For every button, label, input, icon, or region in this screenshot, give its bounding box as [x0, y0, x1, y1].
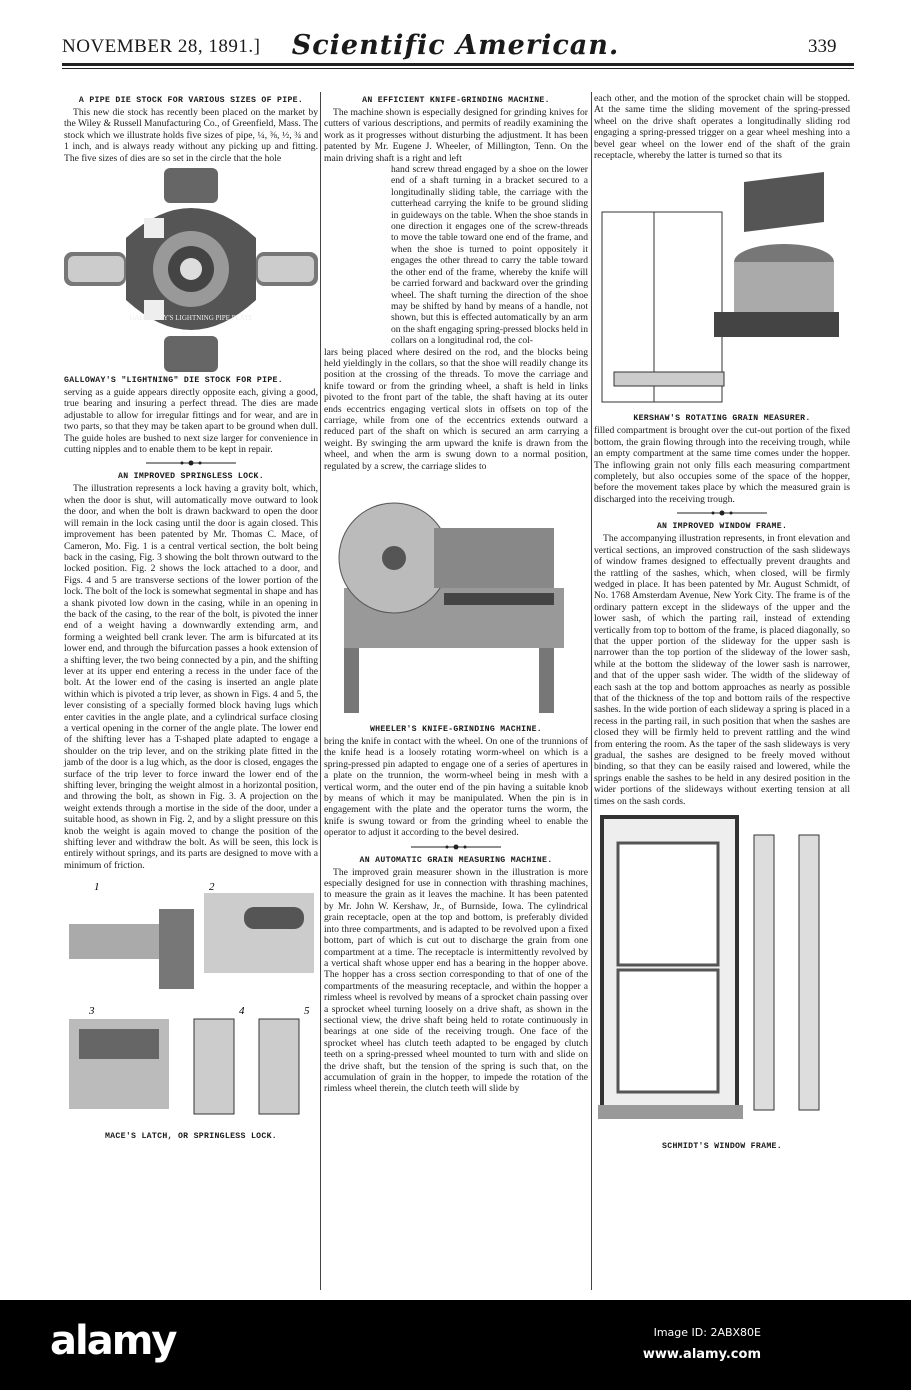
- section-separator: [594, 509, 850, 517]
- article-text: The machine shown is especially designed for grinding knives for cutters of various descriptions, and permits of readily examining the work as it progresses without disturbing the adjustment. It has been patented by Mr. Eugene J. Wheeler, of Millington, Tenn. On the main driving shaft is a right and left: [324, 107, 588, 164]
- article-text: lars being placed where desired on the rod, and the blocks being held yieldingly in the collars, so that the shoe will readily change its position at the crossing of the threads. To move the carriage and knife toward or from the grinding wheel, a shaft is held in links pivoted to the front part of the table, the shaft having at its outer ends eccentrics engaging vertical slots in offsets on top of the carriage, while from one of the eccentrics extends outward a reduced part of the shaft on which is secured an arm carrying a weight. By swinging the arm upward the knife is drawn from the wheel, and when the arm is swung down to a normal position, regulated by a screw, the carriage slides to: [324, 346, 588, 472]
- section-separator: [64, 459, 318, 467]
- fig-label: 5: [304, 1005, 310, 1018]
- article-text: bring the knife in contact with the wheel. On one of the trunnions of the knife head is a loosely rotating worm-wheel on which is a spring-pressed pin adapted to engage one of a series of apertures in a plate on the trunnion, the worm-wheel being in mesh with a vertical worm, and the outer end of the pin having a suitable knob by means of which it may be manipulated. When the pin is in engagement with the plate and the operator turns the worm, the knife is swung toward or from the grinding wheel to enable the operator to adjust it according to the bevel desired.: [324, 736, 588, 839]
- column-3: [594, 93, 850, 1153]
- article-text: filled compartment is brought over the cut-out portion of the fixed bottom, the grain flowing through into the receiving trough, while an empty compartment at the same time comes under the hopper. The inflowing grain not only fills each measuring compartment completely, but also occupies some of the space of the hopper, before the movement takes place by which the measured grain is discharged into the receiving trough.: [594, 425, 850, 505]
- article-heading-pipe-die: A PIPE DIE STOCK FOR VARIOUS SIZES OF PIPE.: [78, 96, 304, 105]
- article-heading-window-frame: AN IMPROVED WINDOW FRAME.: [656, 522, 788, 532]
- column-divider: [591, 92, 592, 1290]
- column-2: [324, 93, 588, 1095]
- article-text: This new die stock has recently been placed on the market by the Wiley & Russell Manufacturing Co., of Greenfield, Mass. The stock which we illustrate holds five sizes of pipe, ¼, ⅜, ½, ¾ and 1 inch, and is always ready without any picking up and fitting. The five sizes of dies are so set in the circle that the hole: [64, 107, 318, 164]
- page-number: 339: [808, 36, 837, 57]
- article-text: hand screw thread engaged by a shoe on the lower end of a shaft turning in a bracket secured to a longitudinally sliding table, the carriage with the cutterhead carrying the knife to be ground sliding in guideways on the table. When the shoe stands in one direction it engages one of the screw-threads to move the table toward one end of the frame, and when the shoe is turned to point oppositely it engages the other thread to carry the table toward the other end of the frame, whereby the knife will be carried forward and backward over the grinding wheel. The shaft turning the direction of the shoe may be shifted by hand by means of a handle, not shown, but this is effected automatically by an arm on the shaft engaging spring-pressed blocks held in collars on a longitudinal rod, the col-: [391, 164, 588, 347]
- article-text: serving as a guide appears directly opposite each, giving a good, true bearing and insuring a perfect thread. The dies are made adjustable to allow for irregular fittings and for wear, and are in two parts, so that they may be taken apart to be ground when dull. The guide holes are bushed to next size larger for convenience in cutting nipples and to enable them to be kept in repair.: [64, 387, 318, 456]
- article-text: The improved grain measurer shown in the illustration is more especially designed for use in connection with thrashing machines, to measure the grain as it leaves the machine. It has been patented by Mr. John W. Kershaw, Jr., of Burnside, Iowa. The cylindrical grain receptacle, open at the top and bottom, is preferably divided into three compartments, and is adapted to be revolved upon a fixed bottom, part of which is cut out to discharge the grain from one compartment at a time. The receptacle is intermittently revolved by a vertical shaft whose upper end has a bearing in the hopper above. The hopper has a cross section corresponding to that of one of the compartments of the measuring receptacle, and within the hopper a rimless wheel is revolved by means of a sprocket chain passing over a sprocket wheel turning loosely on a drive shaft, as shown in the sectional view, the drive shaft being held to rotate continuously in bearings at one side of the receiving trough. One face of the sprocket wheel has clutch teeth adapted to be engaged by clutch teeth on a spring-pressed wheel mounted to turn with and slide on the drive shaft, but the tension of the spring is such that, on the accumulation of grain in the hopper, to impede the rotation of the rimless wheel therein, the clutch teeth will slide by: [324, 866, 588, 1095]
- article-text: The illustration represents a lock having a gravity bolt, which, when the door is shut, will automatically move outward to look the door, and when the bolt is drawn backward to open the door will remain in the lock casing until the door is again closed. This improvement has been patented by Mr. Thomas C. Mace, of Cameron, Mo. Fig. 1 is a central vertical section, the bolt being back in the casing, Fig. 3 showing the bolt thrown outward to the locked position. Fig. 2 shows the lock attached to a door, and Figs. 4 and 5 are transverse sections of the lower portion of the lock. The bolt of the lock is somewhat segmental in shape and has a shank pivoted low down in the casing, while in an opening in the back of the casing, to the rear of the bolt, is pivoted the inner end of a weight having a downwardly extending arm, and forming a weighted bell crank lever. The arm is bifurcated at its lower end, and through the bifurcation passes a hook extension of a shifting lever, the two being connected by a pin, and the shifting lever at its upper end entering a recess in the under face of the bolt. At the lower end of the casing is inserted an angle plate within which is pivoted a trip lever, as shown in Figs. 4 and 5, the lever consisting of a specially formed block having lugs which enter cavities in the angle plate, and a cylindrical surface closing a vertical opening in the corner of the angle plate. The lower end of the shifting lever has a T-shaped plate adapted to engage a shoulder on the trip lever, and on the striking plate fitted in the jamb of the door is a lug which, as the door is closed, engages the surface of the trip lever to force inward the lower end of the shifting lever, bringing the weight almost in a horizontal position, and throwing the bolt, as shown in Fig. 3. A projection on the weight extends through a mortise in the side of the door, under a suitable hood, as shown in Fig. 2, and by a slight pressure on this knob the weight is again moved to change the position of the shifting lever and withdraw the bolt. As will be seen, this lock is entirely without springs, and its parts are designed to move with a minimum of friction.: [64, 483, 318, 871]
- article-text: The accompanying illustration represents, in front elevation and vertical sections, an improved construction of the sash slideways of window frames designed to effectually prevent draughts and the rattling of the sashes, which, when closed, will be firmly wedged in place. It has been patented by Mr. August Schmidt, of No. 1768 Amsterdam Avenue, New York City. The frame is of the ordinary pattern except in the slideways of the upper and the lower sash, of which the parting rail, instead of extending vertically from top to bottom of the frame, is placed diagonally, so that the upper portion of the slideway for the upper sash is narrower than the top portion of the slideway of the lower sash, while at the bottom the slideway of the lower sash is narrower, and that of the upper sash wider. The width of the slideway of each sash at the top and bottom approaches as nearly as possible that of the thickness of the top and bottom rails of the respective sashes. In the wide portion of each slideway a spring is placed in a recess in the parting rail, in such position that when the sashes are closed they will be firmly held to prevent rattling and the wind from entering the room. As the taper of the sash slideways is very gradual, the sashes are designed to be freely moved without binding, so that they can be easily raised and lowered, while the springs enable the sashes to be held in any desired position in the wider portions of the slideways without exerting tension at all times on the sash cords.: [594, 533, 850, 807]
- issue-date: NOVEMBER 28, 1891.]: [62, 36, 261, 57]
- column-1: [64, 93, 318, 1143]
- article-heading-lock: AN IMPROVED SPRINGLESS LOCK.: [118, 472, 264, 482]
- column-divider: [320, 92, 321, 1290]
- lock-illustration: [64, 879, 318, 1129]
- knife-grinding-machine-illustration: [324, 478, 588, 718]
- figure-caption: GALLOWAY'S "LIGHTNING" DIE STOCK FOR PIPE.: [64, 376, 283, 386]
- figure-caption: WHEELER'S KNIFE-GRINDING MACHINE.: [369, 725, 543, 734]
- fig-label: 3: [89, 1005, 95, 1018]
- article-text: each other, and the motion of the sprocket chain will be stopped. At the same time the sliding movement of the spring-pressed wheel on the drive shaft operates a longitudinally sliding rod engaging a spring-pressed trigger on a gear wheel meshing into a bevel gear wheel on the lower end of the shaft of the grain receptacle, whereby the latter is turned so that its: [594, 93, 850, 162]
- fig-label: 4: [239, 1005, 245, 1018]
- alamy-logo: alamy: [50, 1318, 176, 1364]
- window-frame-illustration: [594, 815, 850, 1135]
- masthead: Scientific American.: [291, 30, 620, 61]
- die-stock-illustration: [64, 168, 318, 373]
- section-separator: [324, 843, 588, 851]
- fig-label: 2: [209, 881, 215, 894]
- header-rule: [62, 63, 854, 69]
- image-id: Image ID: 2ABX80E: [653, 1326, 761, 1339]
- grain-measurer-illustration: [594, 167, 850, 407]
- article-heading-knife-grinding: AN EFFICIENT KNIFE-GRINDING MACHINE.: [362, 96, 550, 105]
- figure-caption: SCHMIDT'S WINDOW FRAME.: [662, 1142, 782, 1152]
- watermark-url: www.alamy.com: [642, 1347, 761, 1362]
- die-stock-engraving: GALLOWAY'S LIGHTNING PIPE PLATE: [129, 314, 253, 323]
- article-heading-grain-measuring: AN AUTOMATIC GRAIN MEASURING MACHINE.: [359, 855, 553, 865]
- figure-caption: KERSHAW'S ROTATING GRAIN MEASURER.: [633, 414, 811, 424]
- fig-label: 1: [94, 881, 100, 894]
- figure-caption: MACE'S LATCH, OR SPRINGLESS LOCK.: [104, 1132, 278, 1142]
